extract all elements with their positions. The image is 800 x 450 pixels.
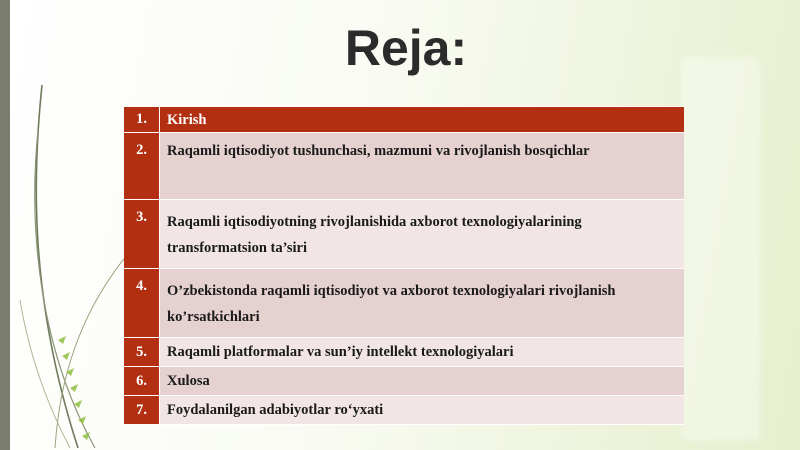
agenda-table	[124, 106, 684, 425]
item-number: 2.	[124, 133, 160, 200]
table-row	[124, 200, 684, 269]
item-number: 1.	[124, 107, 160, 133]
item-text: Xulosa	[167, 373, 210, 389]
item-number: 3.	[124, 200, 160, 269]
table-row	[124, 338, 684, 367]
item-text: O’zbekistonda raqamli iqtisodiyot va axborot texnologiyalari rivojlanish ko’rsatkichlari	[167, 283, 616, 325]
item-text: Foydalanilgan adabiyotlar ro‘yxati	[167, 402, 384, 418]
item-number: 4.	[124, 269, 160, 338]
item-text: Raqamli iqtisodiyot tushunchasi, mazmuni va rivojlanish bosqichlar	[167, 143, 590, 159]
slide-title: Reja:	[344, 20, 468, 76]
item-text: Kirish	[167, 111, 207, 128]
item-number: 5.	[124, 338, 160, 367]
item-number: 7.	[124, 396, 160, 425]
table-row	[124, 107, 684, 133]
table-row	[124, 133, 684, 200]
item-number: 6.	[124, 367, 160, 396]
table-row	[124, 269, 684, 338]
right-decor-panel	[684, 60, 758, 438]
table-row	[124, 396, 684, 425]
table-row	[124, 367, 684, 396]
item-text: Raqamli platformalar va sun’iy intellekt texnologiyalari	[167, 344, 514, 360]
item-text: Raqamli iqtisodiyotning rivojlanishida axborot texnologiyalarining transformatsion ta’siri	[167, 214, 582, 256]
